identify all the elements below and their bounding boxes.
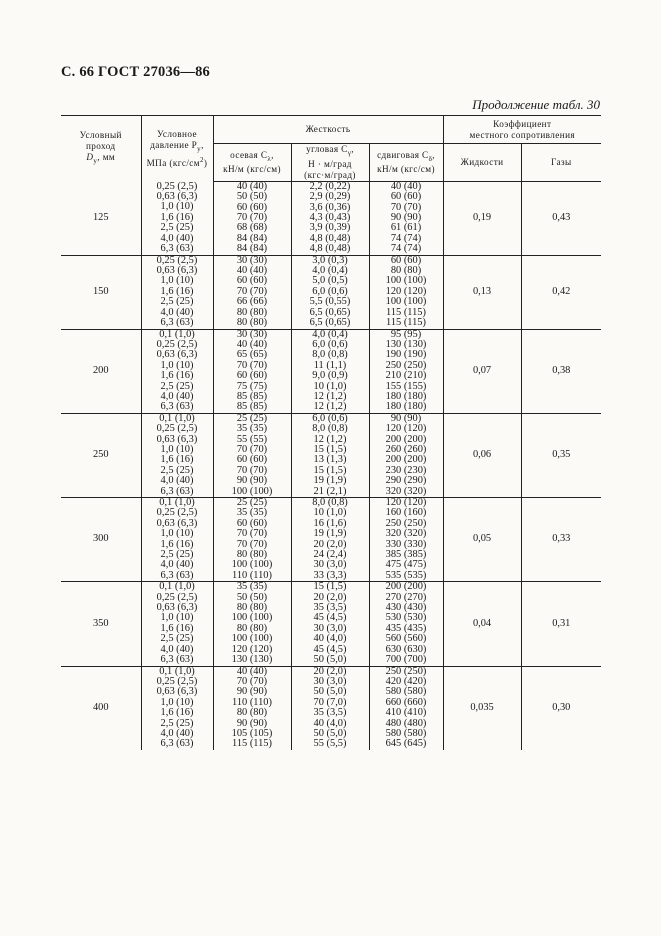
angular-value: 10 (1,0) bbox=[313, 507, 347, 519]
axial-value: 115 (115) bbox=[232, 738, 272, 750]
cell-gases: 0,42 bbox=[521, 255, 601, 329]
shear-value: 700 (700) bbox=[385, 654, 427, 666]
shear-value: 290 (290) bbox=[385, 475, 427, 487]
axial-value: 110 (110) bbox=[232, 569, 272, 581]
cell-gases: 0,33 bbox=[521, 498, 601, 582]
axial-value: 70 (70) bbox=[236, 359, 268, 371]
table-row bbox=[61, 255, 601, 329]
angular-value: 15 (1,5) bbox=[313, 581, 347, 593]
pressure-value: 6,3 (63) bbox=[160, 485, 194, 497]
cell-pressure bbox=[141, 255, 213, 329]
cell-angular bbox=[291, 181, 369, 255]
axial-value: 80 (80) bbox=[236, 622, 268, 634]
angular-value: 50 (5,0) bbox=[313, 654, 347, 666]
column-header-coefficient: Коэффициент местного сопротивления bbox=[443, 116, 601, 144]
pressure-value: 0,63 (6,3) bbox=[156, 349, 198, 361]
pressure-value: 2,5 (25) bbox=[160, 222, 194, 234]
pressure-value: 0,1 (1,0) bbox=[159, 497, 195, 509]
axial-value: 75 (75) bbox=[236, 380, 268, 392]
axial-value: 130 (130) bbox=[231, 654, 273, 666]
axial-value: 35 (35) bbox=[236, 423, 268, 435]
shear-value: 535 (535) bbox=[385, 569, 427, 581]
axial-value: 85 (85) bbox=[236, 390, 268, 402]
column-header-liquids: Жидкости bbox=[443, 144, 521, 182]
pressure-value: 1,0 (10) bbox=[160, 359, 194, 371]
column-header-pressure: Условное давление $P_у$, МПа $(кгс/см^2)$ bbox=[141, 116, 213, 182]
cell-axial bbox=[213, 329, 291, 413]
angular-value: 16 (1,6) bbox=[313, 517, 347, 529]
shear-value: 260 (260) bbox=[385, 443, 427, 455]
cell-shear bbox=[369, 329, 443, 413]
angular-value: 4,3 (0,43) bbox=[309, 212, 351, 224]
cell-angular bbox=[291, 582, 369, 666]
cell-pressure bbox=[141, 181, 213, 255]
axial-value: 80 (80) bbox=[236, 317, 268, 329]
shear-value: 130 (130) bbox=[385, 338, 427, 350]
angular-value: 6,0 (0,6) bbox=[312, 285, 348, 297]
column-header-gases: Газы bbox=[521, 144, 601, 182]
axial-value: 30 (30) bbox=[236, 328, 268, 340]
pressure-value: 0,25 (2,5) bbox=[156, 507, 198, 519]
pressure-value: 1,6 (16) bbox=[160, 707, 194, 719]
angular-value: 20 (2,0) bbox=[313, 538, 347, 550]
pressure-value: 1,0 (10) bbox=[160, 443, 194, 455]
axial-value: 30 (30) bbox=[236, 254, 268, 266]
shear-value: 190 (190) bbox=[385, 349, 427, 361]
angular-value: 4,0 (0,4) bbox=[312, 265, 348, 277]
cell-shear bbox=[369, 582, 443, 666]
column-header-angular: угловая $С_\gamma$, Н · м/град (кгс·м/град) bbox=[291, 144, 369, 182]
pressure-value: 4,0 (40) bbox=[160, 643, 194, 655]
axial-value: 105 (105) bbox=[231, 727, 273, 739]
pressure-value: 0,63 (6,3) bbox=[156, 433, 198, 445]
axial-value: 60 (60) bbox=[236, 454, 268, 466]
pressure-value: 1,0 (10) bbox=[160, 275, 194, 287]
pressure-value: 0,25 (2,5) bbox=[156, 423, 198, 435]
axial-value: 84 (84) bbox=[236, 243, 268, 255]
shear-value: 320 (320) bbox=[385, 528, 427, 540]
pressure-value: 0,1 (1,0) bbox=[159, 665, 195, 677]
shear-value: 90 (90) bbox=[390, 212, 422, 224]
cell-dn: 350 bbox=[61, 582, 141, 666]
angular-value: 3,6 (0,36) bbox=[309, 201, 351, 213]
cell-dn: 400 bbox=[92, 701, 109, 713]
shear-value: 430 (430) bbox=[385, 602, 427, 614]
pressure-value: 6,3 (63) bbox=[160, 243, 194, 255]
pressure-value: 1,0 (10) bbox=[160, 528, 194, 540]
axial-value: 100 (100) bbox=[231, 559, 273, 571]
axial-value: 40 (40) bbox=[236, 265, 268, 277]
shear-value: 200 (200) bbox=[385, 433, 427, 445]
shear-value: 100 (100) bbox=[385, 296, 427, 308]
page-header: С. 66 ГОСТ 27036—86 bbox=[61, 64, 210, 80]
pressure-value: 0,63 (6,3) bbox=[156, 686, 198, 698]
cell-angular bbox=[291, 255, 369, 329]
shear-value: 115 (115) bbox=[386, 306, 426, 318]
shear-value: 230 (230) bbox=[385, 464, 427, 476]
axial-value: 40 (40) bbox=[236, 180, 268, 192]
pressure-value: 0,63 (6,3) bbox=[156, 265, 198, 277]
angular-value: 30 (3,0) bbox=[313, 622, 347, 634]
pressure-value: 4,0 (40) bbox=[160, 559, 194, 571]
axial-value: 80 (80) bbox=[236, 549, 268, 561]
angular-value: 12 (1,2) bbox=[313, 401, 347, 413]
angular-value: 11 (1,1) bbox=[313, 359, 347, 371]
cell-liquids: 0,19 bbox=[443, 181, 521, 255]
pressure-value: 0,1 (1,0) bbox=[159, 328, 195, 340]
angular-value: 40 (4,0) bbox=[313, 717, 347, 729]
table-row bbox=[61, 329, 601, 413]
angular-value: 10 (1,0) bbox=[313, 380, 347, 392]
shear-value: 90 (90) bbox=[390, 412, 422, 424]
cell-dn: 250 bbox=[61, 413, 141, 497]
axial-value: 85 (85) bbox=[236, 401, 268, 413]
angular-value: 20 (2,0) bbox=[313, 665, 347, 677]
angular-value: 15 (1,5) bbox=[313, 443, 347, 455]
axial-value: 65 (65) bbox=[236, 349, 268, 361]
cell-liquids: 0,06 bbox=[443, 413, 521, 497]
cell-shear bbox=[369, 255, 443, 329]
cell-angular bbox=[291, 498, 369, 582]
shear-value: 250 (250) bbox=[385, 359, 427, 371]
cell-axial bbox=[213, 666, 291, 750]
axial-value: 55 (55) bbox=[236, 433, 268, 445]
shear-value: 155 (155) bbox=[385, 380, 427, 392]
angular-value: 20 (2,0) bbox=[313, 591, 347, 603]
shear-value: 60 (60) bbox=[390, 191, 422, 203]
angular-value: 9,0 (0,9) bbox=[312, 370, 348, 382]
cell-dn: 200 bbox=[61, 329, 141, 413]
angular-value: 35 (3,5) bbox=[313, 602, 347, 614]
cell-pressure bbox=[141, 498, 213, 582]
shear-value: 385 (385) bbox=[385, 549, 427, 561]
axial-value: 70 (70) bbox=[236, 528, 268, 540]
angular-value: 13 (1,3) bbox=[313, 454, 347, 466]
axial-value: 70 (70) bbox=[236, 464, 268, 476]
pressure-value: 6,3 (63) bbox=[160, 317, 194, 329]
axial-value: 100 (100) bbox=[231, 485, 273, 497]
shear-value: 60 (60) bbox=[390, 254, 422, 266]
axial-value: 70 (70) bbox=[236, 285, 268, 297]
axial-value: 35 (35) bbox=[236, 507, 268, 519]
axial-value: 25 (25) bbox=[236, 412, 268, 424]
cell-shear bbox=[369, 181, 443, 255]
stiffness-table bbox=[61, 115, 601, 750]
axial-value: 90 (90) bbox=[236, 475, 268, 487]
angular-value: 15 (1,5) bbox=[313, 464, 347, 476]
pressure-value: 4,0 (40) bbox=[160, 306, 194, 318]
pressure-value: 0,25 (2,5) bbox=[156, 180, 198, 192]
shear-value: 560 (560) bbox=[385, 633, 427, 645]
shear-value: 480 (480) bbox=[385, 717, 427, 729]
angular-value: 19 (1,9) bbox=[313, 475, 347, 487]
shear-value: 160 (160) bbox=[385, 507, 427, 519]
cell-dn: 125 bbox=[61, 181, 141, 255]
angular-value: 4,8 (0,48) bbox=[309, 243, 351, 255]
column-header-axial: осевая $С_\lambda$, кН/м (кгс/см) bbox=[213, 144, 291, 182]
angular-value: 40 (4,0) bbox=[313, 633, 347, 645]
axial-value: 25 (25) bbox=[236, 497, 268, 509]
axial-value: 60 (60) bbox=[236, 275, 268, 287]
pressure-value: 1,6 (16) bbox=[160, 211, 194, 223]
angular-value: 3,0 (0,3) bbox=[312, 254, 348, 266]
shear-value: 580 (580) bbox=[385, 686, 427, 698]
cell-gases: 0,30 bbox=[521, 666, 601, 750]
column-header-dn: Условный проход $D_у$, мм bbox=[61, 116, 141, 182]
shear-value: 120 (120) bbox=[385, 423, 427, 435]
cell-shear bbox=[369, 413, 443, 497]
axial-value: 70 (70) bbox=[236, 538, 268, 550]
shear-value: 660 (660) bbox=[385, 696, 427, 708]
shear-value: 420 (420) bbox=[385, 675, 427, 687]
angular-value: 12 (1,2) bbox=[313, 390, 347, 402]
cell-liquids: 0,05 bbox=[443, 498, 521, 582]
pressure-value: 1,6 (16) bbox=[160, 370, 194, 382]
angular-value: 6,5 (0,65) bbox=[309, 306, 351, 318]
angular-value: 3,9 (0,39) bbox=[309, 222, 351, 234]
shear-value: 200 (200) bbox=[385, 581, 427, 593]
shear-value: 115 (115) bbox=[386, 317, 426, 329]
axial-value: 70 (70) bbox=[236, 675, 268, 687]
column-header-stiffness: Жесткость bbox=[213, 116, 443, 144]
cell-shear bbox=[369, 666, 443, 750]
pressure-value: 2,5 (25) bbox=[160, 380, 194, 392]
shear-value: 70 (70) bbox=[390, 201, 422, 213]
pressure-value: 6,3 (63) bbox=[160, 738, 194, 750]
table-row bbox=[61, 181, 601, 255]
pressure-value: 2,5 (25) bbox=[160, 296, 194, 308]
axial-value: 84 (84) bbox=[236, 232, 268, 244]
table-row bbox=[61, 498, 601, 582]
cell-pressure bbox=[141, 666, 213, 750]
pressure-value: 6,3 (63) bbox=[160, 569, 194, 581]
angular-value: 24 (2,4) bbox=[313, 549, 347, 561]
cell-pressure bbox=[141, 413, 213, 497]
shear-value: 580 (580) bbox=[385, 727, 427, 739]
cell-gases: 0,43 bbox=[521, 181, 601, 255]
pressure-value: 1,6 (16) bbox=[160, 538, 194, 550]
axial-value: 60 (60) bbox=[236, 201, 268, 213]
cell-liquids: 0,07 bbox=[443, 329, 521, 413]
angular-value: 21 (2,1) bbox=[313, 485, 347, 497]
cell-liquids: 0,035 bbox=[443, 666, 521, 750]
pressure-value: 1,6 (16) bbox=[160, 454, 194, 466]
angular-value: 2,2 (0,22) bbox=[309, 180, 351, 192]
shear-value: 270 (270) bbox=[385, 591, 427, 603]
shear-value: 120 (120) bbox=[385, 497, 427, 509]
cell-gases: 0,38 bbox=[521, 329, 601, 413]
shear-value: 95 (95) bbox=[390, 328, 422, 340]
cell-angular bbox=[291, 413, 369, 497]
angular-value: 8,0 (0,8) bbox=[312, 497, 348, 509]
angular-value: 30 (3,0) bbox=[313, 559, 347, 571]
cell-angular bbox=[291, 666, 369, 750]
axial-value: 50 (50) bbox=[236, 191, 268, 203]
shear-value: 61 (61) bbox=[390, 222, 422, 234]
axial-value: 90 (90) bbox=[236, 717, 268, 729]
shear-value: 250 (250) bbox=[385, 665, 427, 677]
angular-value: 35 (3,5) bbox=[313, 707, 347, 719]
shear-value: 630 (630) bbox=[385, 643, 427, 655]
axial-value: 100 (100) bbox=[231, 633, 273, 645]
pressure-value: 0,25 (2,5) bbox=[156, 675, 198, 687]
pressure-value: 2,5 (25) bbox=[160, 717, 194, 729]
angular-value: 19 (1,9) bbox=[313, 528, 347, 540]
axial-value: 35 (35) bbox=[236, 581, 268, 593]
angular-value: 2,9 (0,29) bbox=[309, 191, 351, 203]
shear-value: 200 (200) bbox=[385, 454, 427, 466]
axial-value: 100 (100) bbox=[231, 612, 273, 624]
pressure-value: 0,63 (6,3) bbox=[156, 190, 198, 202]
pressure-value: 4,0 (40) bbox=[160, 232, 194, 244]
pressure-value: 1,0 (10) bbox=[160, 612, 194, 624]
column-header-shear: сдвиговая $С_\delta$, кН/м (кгс/см) bbox=[369, 144, 443, 182]
shear-value: 320 (320) bbox=[385, 485, 427, 497]
cell-axial bbox=[213, 582, 291, 666]
pressure-value: 4,0 (40) bbox=[160, 475, 194, 487]
axial-value: 50 (50) bbox=[236, 591, 268, 603]
shear-value: 410 (410) bbox=[385, 707, 427, 719]
angular-value: 4,0 (0,4) bbox=[312, 328, 348, 340]
cell-pressure bbox=[141, 582, 213, 666]
shear-value: 80 (80) bbox=[390, 265, 422, 277]
pressure-value: 1,6 (16) bbox=[160, 285, 194, 297]
axial-value: 70 (70) bbox=[236, 212, 268, 224]
axial-value: 90 (90) bbox=[236, 686, 268, 698]
pressure-value: 4,0 (40) bbox=[160, 390, 194, 402]
shear-value: 74 (74) bbox=[390, 243, 422, 255]
axial-value: 80 (80) bbox=[236, 306, 268, 318]
angular-value: 6,0 (0,6) bbox=[312, 412, 348, 424]
shear-value: 100 (100) bbox=[385, 275, 427, 287]
angular-value: 45 (4,5) bbox=[313, 643, 347, 655]
axial-value: 68 (68) bbox=[236, 222, 268, 234]
table-row bbox=[61, 666, 601, 750]
table-row bbox=[61, 413, 601, 497]
shear-value: 74 (74) bbox=[390, 232, 422, 244]
cell-gases: 0,35 bbox=[521, 413, 601, 497]
axial-value: 40 (40) bbox=[236, 665, 268, 677]
axial-value: 40 (40) bbox=[236, 338, 268, 350]
angular-value: 5,5 (0,55) bbox=[309, 296, 351, 308]
cell-liquids: 0,04 bbox=[443, 582, 521, 666]
angular-value: 8,0 (0,8) bbox=[312, 349, 348, 361]
cell-dn: 300 bbox=[61, 498, 141, 582]
axial-value: 110 (110) bbox=[232, 696, 272, 708]
pressure-value: 2,5 (25) bbox=[160, 633, 194, 645]
pressure-value: 0,25 (2,5) bbox=[156, 591, 198, 603]
axial-value: 70 (70) bbox=[236, 443, 268, 455]
axial-value: 60 (60) bbox=[236, 370, 268, 382]
pressure-value: 6,3 (63) bbox=[160, 654, 194, 666]
shear-value: 120 (120) bbox=[385, 285, 427, 297]
angular-value: 70 (7,0) bbox=[313, 696, 347, 708]
angular-value: 55 (5,5) bbox=[313, 738, 347, 750]
pressure-value: 0,25 (2,5) bbox=[156, 254, 198, 266]
pressure-value: 1,0 (10) bbox=[160, 201, 194, 213]
angular-value: 30 (3,0) bbox=[313, 675, 347, 687]
pressure-value: 1,0 (10) bbox=[160, 696, 194, 708]
pressure-value: 2,5 (25) bbox=[160, 549, 194, 561]
axial-value: 66 (66) bbox=[236, 296, 268, 308]
angular-value: 6,0 (0,6) bbox=[312, 338, 348, 350]
angular-value: 5,0 (0,5) bbox=[312, 275, 348, 287]
shear-value: 435 (435) bbox=[385, 622, 427, 634]
pressure-value: 0,63 (6,3) bbox=[156, 602, 198, 614]
cell-axial bbox=[213, 498, 291, 582]
shear-value: 180 (180) bbox=[385, 390, 427, 402]
cell-axial bbox=[213, 255, 291, 329]
shear-value: 330 (330) bbox=[385, 538, 427, 550]
angular-value: 6,5 (0,65) bbox=[309, 317, 351, 329]
shear-value: 475 (475) bbox=[385, 559, 427, 571]
angular-value: 33 (3,3) bbox=[313, 569, 347, 581]
table-continuation-label: Продолжение табл. 30 bbox=[472, 97, 600, 112]
pressure-value: 4,0 (40) bbox=[160, 727, 194, 739]
cell-axial bbox=[213, 413, 291, 497]
axial-value: 120 (120) bbox=[231, 643, 273, 655]
cell-angular bbox=[291, 329, 369, 413]
angular-value: 45 (4,5) bbox=[313, 612, 347, 624]
angular-value: 50 (5,0) bbox=[313, 686, 347, 698]
cell-shear bbox=[369, 498, 443, 582]
pressure-value: 1,6 (16) bbox=[160, 622, 194, 634]
pressure-value: 0,63 (6,3) bbox=[156, 517, 198, 529]
angular-value: 12 (1,2) bbox=[313, 433, 347, 445]
angular-value: 4,8 (0,48) bbox=[309, 232, 351, 244]
shear-value: 250 (250) bbox=[385, 517, 427, 529]
cell-liquids: 0,13 bbox=[443, 255, 521, 329]
axial-value: 80 (80) bbox=[236, 602, 268, 614]
shear-value: 40 (40) bbox=[390, 180, 422, 192]
cell-axial bbox=[213, 181, 291, 255]
cell-pressure bbox=[141, 329, 213, 413]
table-row bbox=[61, 582, 601, 666]
pressure-value: 0,1 (1,0) bbox=[159, 412, 195, 424]
pressure-value: 0,25 (2,5) bbox=[156, 338, 198, 350]
angular-value: 8,0 (0,8) bbox=[312, 423, 348, 435]
shear-value: 210 (210) bbox=[385, 370, 427, 382]
cell-dn: 150 bbox=[61, 255, 141, 329]
shear-value: 645 (645) bbox=[385, 738, 427, 750]
axial-value: 60 (60) bbox=[236, 517, 268, 529]
cell-gases: 0,31 bbox=[521, 582, 601, 666]
shear-value: 180 (180) bbox=[385, 401, 427, 413]
shear-value: 530 (530) bbox=[385, 612, 427, 624]
axial-value: 80 (80) bbox=[236, 707, 268, 719]
pressure-value: 2,5 (25) bbox=[160, 464, 194, 476]
pressure-value: 0,1 (1,0) bbox=[159, 581, 195, 593]
pressure-value: 6,3 (63) bbox=[160, 401, 194, 413]
angular-value: 50 (5,0) bbox=[313, 727, 347, 739]
